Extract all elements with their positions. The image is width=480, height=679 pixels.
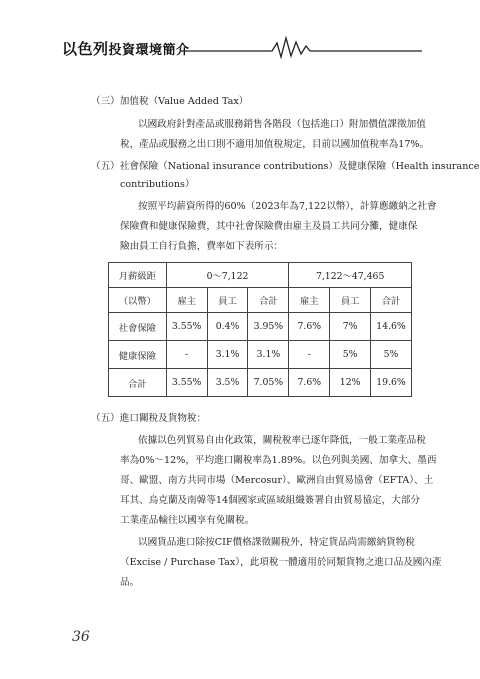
table-cell: 7% xyxy=(330,313,371,341)
table-cell: 7.6% xyxy=(289,369,330,397)
table-cell: 7.05% xyxy=(248,369,289,397)
table-cell: 0.4% xyxy=(207,313,248,341)
table-range-header: 7,122～47,465 xyxy=(289,263,412,288)
heartbeat-line-icon xyxy=(180,34,422,60)
table-column-header: 雇主 xyxy=(289,288,330,313)
customs-line: 耳其、烏克蘭及南韓等14個國家或區域組織簽署自由貿易協定，大部分 xyxy=(120,495,421,506)
table-row xyxy=(109,341,412,369)
table-column-header: 員工 xyxy=(330,288,371,313)
table-cell: 3.55% xyxy=(166,369,207,397)
table-cell: - xyxy=(289,341,330,369)
table-cell: 7.6% xyxy=(289,313,330,341)
table-column-header: 合計 xyxy=(371,288,412,313)
table-column-header: 員工 xyxy=(207,288,248,313)
customs-line: 工業產品輸往以國享有免關稅。 xyxy=(120,515,255,526)
row-label: 健康保險 xyxy=(109,341,167,369)
vat-heading: （三）加值稅（Value Added Tax） xyxy=(91,96,249,107)
insurance-line: 按照平均薪資所得的60%（2023年為7,122以幣），計算應繳納之社會 xyxy=(138,201,437,212)
table-corner-label: 月薪級距 xyxy=(109,263,167,288)
customs-heading: （五）進口關稅及貨物稅： xyxy=(91,413,207,424)
table-corner-unit: （以幣） xyxy=(109,288,167,313)
table-cell: 12% xyxy=(330,369,371,397)
table-range-header: 0～7,122 xyxy=(166,263,289,288)
table-cell: 19.6% xyxy=(371,369,412,397)
header-title-sub: 投資環境簡介 xyxy=(108,43,190,58)
insurance-paragraph xyxy=(120,197,437,257)
table-cell: 3.1% xyxy=(248,341,289,369)
insurance-heading: （五）社會保險（National insurance contributions）及健康保險（Health insurance xyxy=(91,161,480,172)
table-row xyxy=(109,313,412,341)
vat-line: 以國政府針對產品或服務銷售各階段（包括進口）附加價值課徵加值 xyxy=(138,119,426,130)
table-cell: 3.95% xyxy=(248,313,289,341)
page-number: 36 xyxy=(72,629,90,645)
customs-paragraph xyxy=(120,431,436,531)
excise-line: （Excise / Purchase Tax），此項稅一體適用於同類貨物之進口品及國內產 xyxy=(120,557,442,568)
table-cell: 14.6% xyxy=(371,313,412,341)
insurance-line: 保險費和健康保險費，其中社會保險費由雇主及員工共同分攤，健康保 xyxy=(120,221,418,232)
contribution-rate-table xyxy=(108,262,412,397)
customs-line: 率為0%～12%，平均進口關稅率為1.89%。以色列與美國、加拿大、墨西 xyxy=(120,455,437,466)
customs-line: 哥、歐盟、南方共同市場（Mercosur）、歐洲自由貿易協會（EFTA）、土 xyxy=(120,475,434,486)
table-column-header: 雇主 xyxy=(166,288,207,313)
excise-line: 以國貨品進口除按CIF價格課徵關稅外，特定貨品尚需繳納貨物稅 xyxy=(138,537,415,548)
table-column-header: 合計 xyxy=(248,288,289,313)
vat-line: 稅，產品或服務之出口則不適用加值稅規定，目前以國加值稅率為17%。 xyxy=(120,139,430,150)
customs-line: 依據以色列貿易自由化政策，關稅稅率已逐年降低，一般工業產品稅 xyxy=(138,435,426,446)
row-label: 社會保險 xyxy=(109,313,167,341)
table-cell: 5% xyxy=(330,341,371,369)
excise-paragraph xyxy=(120,533,442,593)
excise-line: 品。 xyxy=(120,577,140,588)
table-row xyxy=(109,369,412,397)
table-cell: 3.1% xyxy=(207,341,248,369)
table-cell: 3.5% xyxy=(207,369,248,397)
table-cell: 3.55% xyxy=(166,313,207,341)
vat-paragraph xyxy=(120,115,429,155)
running-header xyxy=(62,34,422,60)
insurance-line: 險由員工自行負擔，費率如下表所示： xyxy=(120,241,284,252)
table-cell: - xyxy=(166,341,207,369)
table-cell: 5% xyxy=(371,341,412,369)
row-label: 合計 xyxy=(109,369,167,397)
header-title xyxy=(62,38,190,59)
header-title-main: 以色列 xyxy=(62,40,109,58)
insurance-heading-cont: contributions） xyxy=(120,179,195,190)
